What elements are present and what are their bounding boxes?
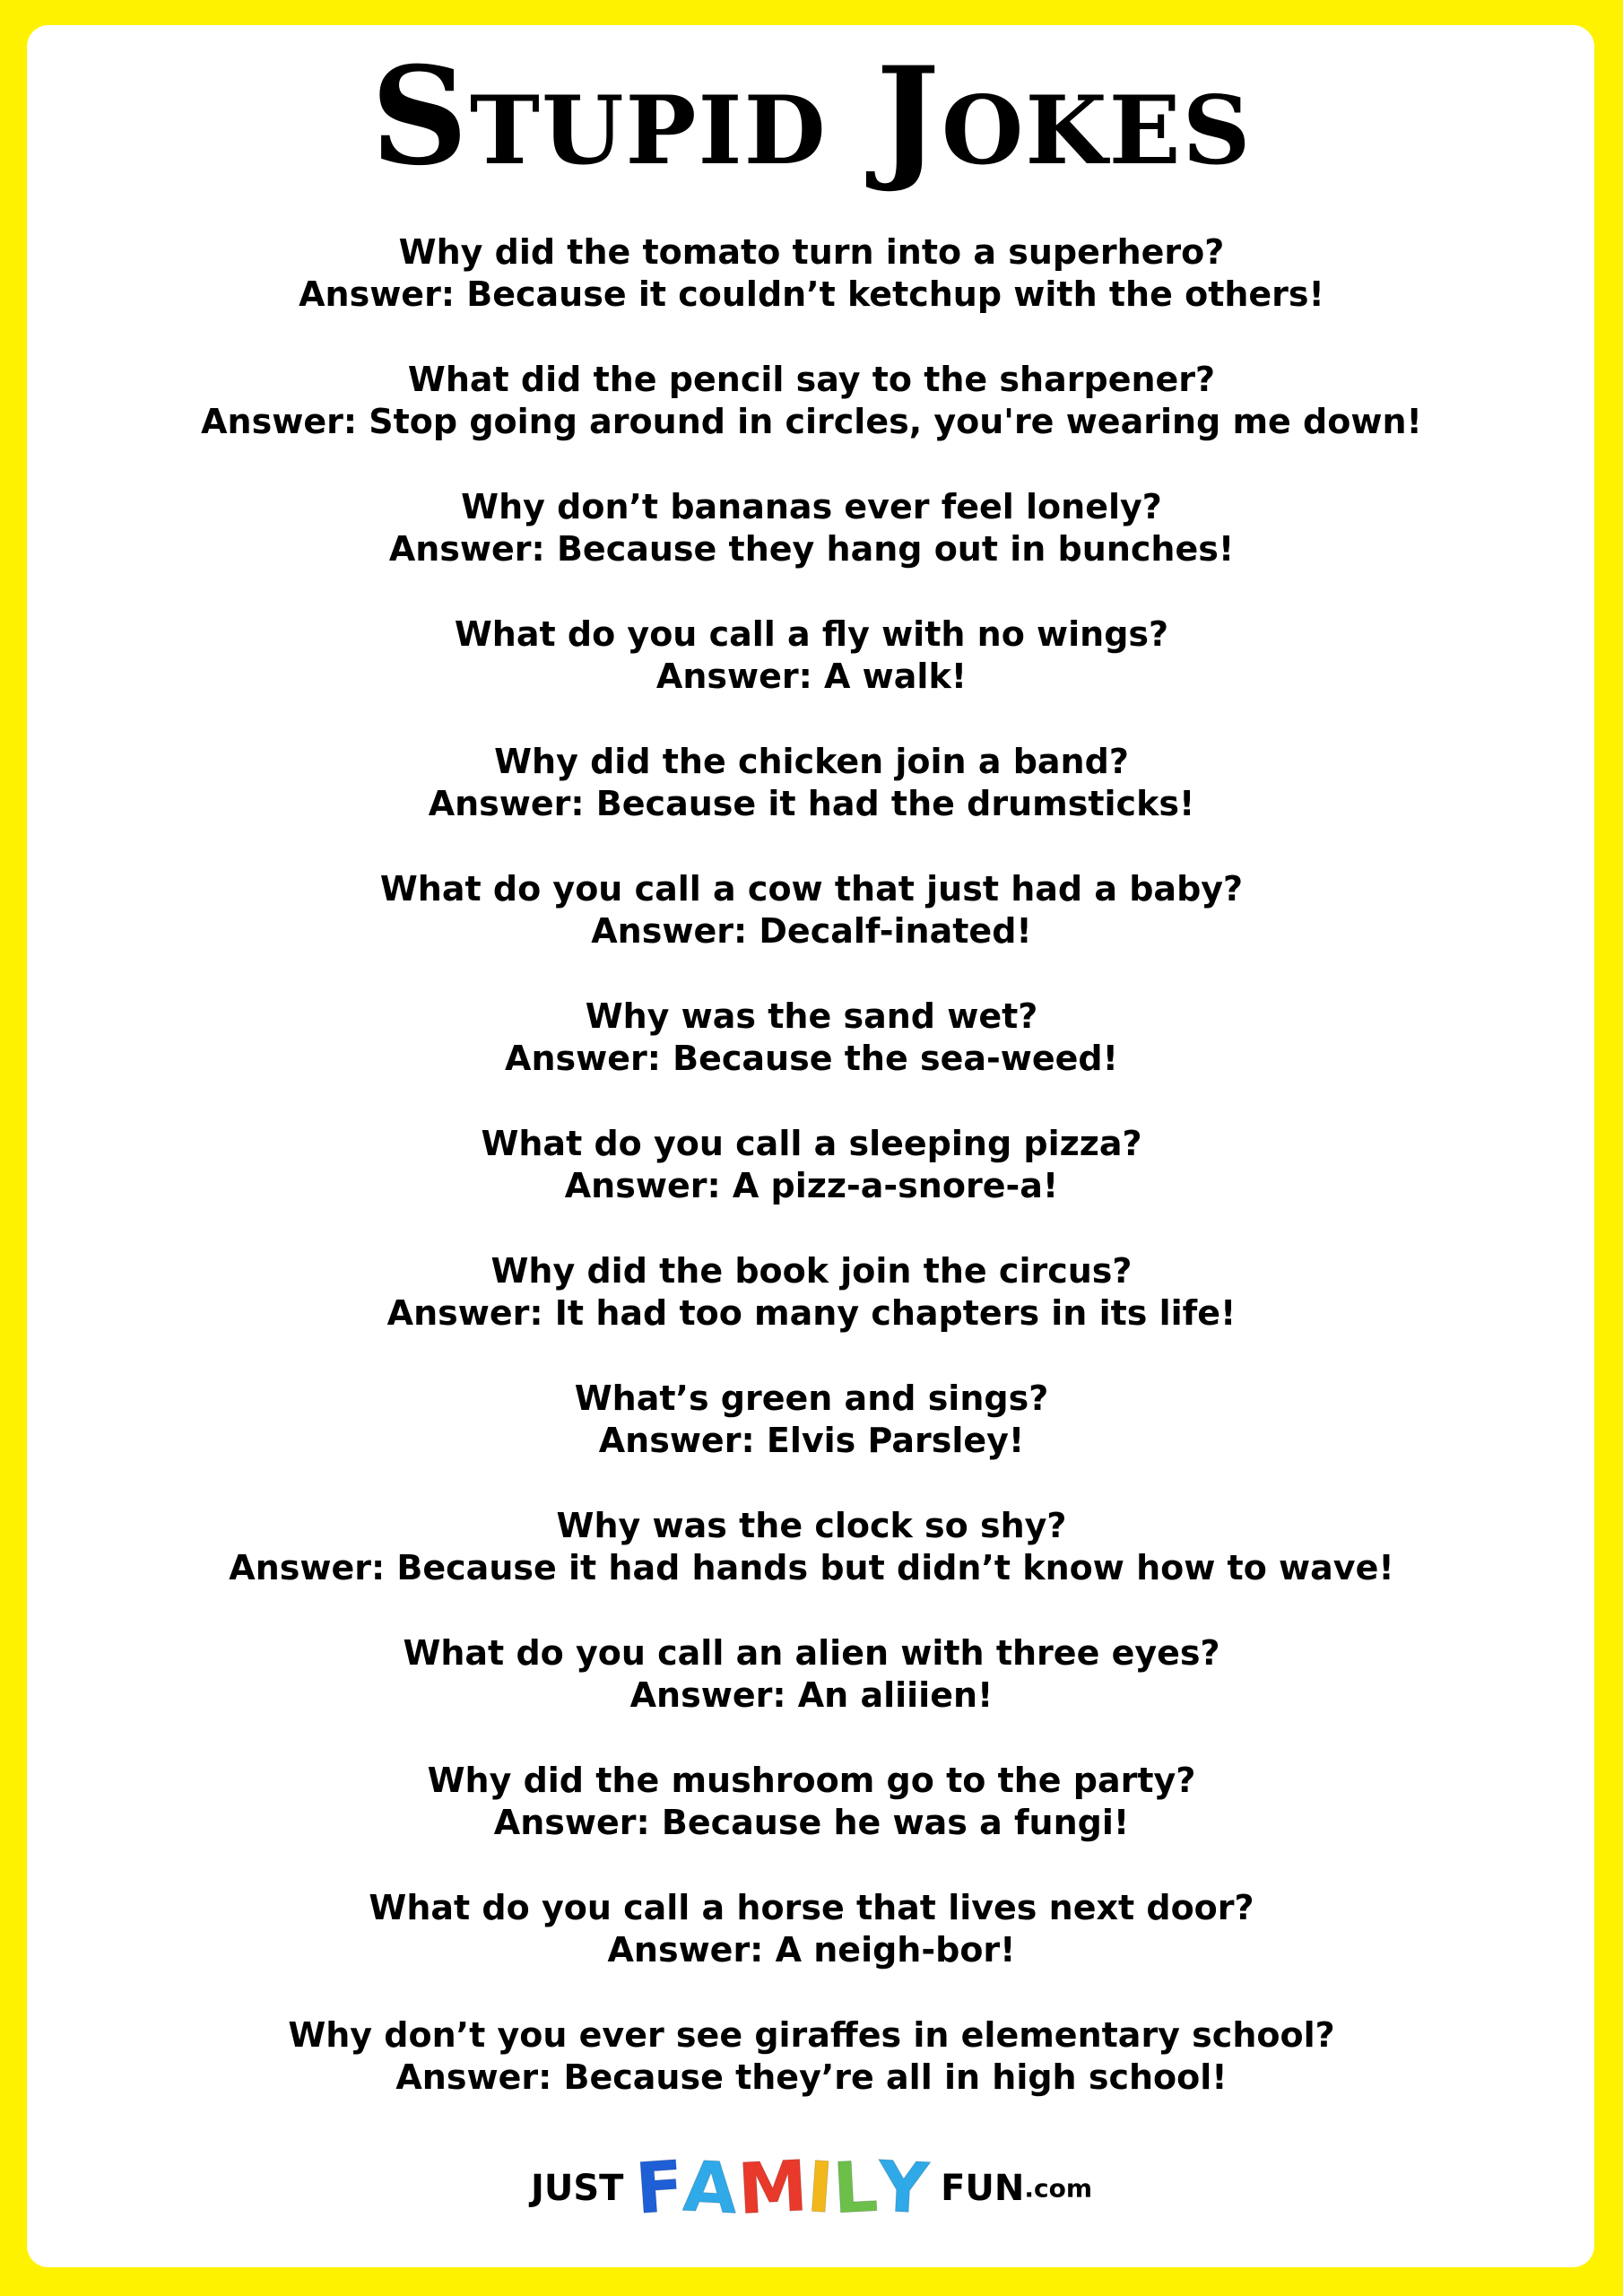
joke-answer: Answer: Because they hang out in bunches! xyxy=(388,529,1235,569)
joke-question: What’s green and sings? xyxy=(574,1378,1049,1418)
joke-answer: Answer: A neigh-bor! xyxy=(607,1930,1016,1970)
joke-item xyxy=(0,1887,1623,2014)
joke-answer: Answer: Because it had hands but didn’t know how to wave! xyxy=(229,1548,1394,1587)
site-logo xyxy=(0,2148,1623,2229)
joke-item xyxy=(0,1378,1623,1505)
joke-answer: Answer: Because he was a fungi! xyxy=(493,1803,1130,1842)
joke-question: Why did the tomato turn into a superhero? xyxy=(398,232,1225,272)
joke-item xyxy=(0,868,1623,996)
logo-letter: I xyxy=(804,2147,837,2230)
joke-question: What do you call a cow that just had a baby? xyxy=(379,869,1244,909)
joke-answer: Answer: It had too many chapters in its life! xyxy=(386,1293,1237,1333)
joke-item xyxy=(0,2014,1623,2142)
logo-letter: A xyxy=(681,2146,740,2231)
joke-question: Why did the mushroom go to the party? xyxy=(427,1761,1196,1800)
joke-item xyxy=(0,1123,1623,1250)
joke-question: What do you call a sleeping pizza? xyxy=(481,1124,1142,1163)
joke-question: What did the pencil say to the sharpener? xyxy=(407,360,1216,399)
joke-item xyxy=(0,613,1623,741)
joke-item xyxy=(0,231,1623,359)
logo-letter: L xyxy=(831,2146,881,2231)
joke-question: Why don’t bananas ever feel lonely? xyxy=(461,487,1162,526)
joke-question: Why don’t you ever see giraffes in elementary school? xyxy=(288,2015,1335,2055)
joke-answer: Answer: Decalf-inated! xyxy=(591,911,1032,951)
logo-fun-text: FUN xyxy=(941,2168,1025,2209)
logo-letter: F xyxy=(632,2146,687,2231)
joke-question: Why did the chicken join a band? xyxy=(494,742,1129,781)
joke-item xyxy=(0,996,1623,1123)
logo-just-text: JUST xyxy=(530,2168,624,2209)
joke-question: Why was the sand wet? xyxy=(585,996,1038,1036)
joke-question: Why did the book join the circus? xyxy=(490,1251,1133,1291)
joke-answer: Answer: Because the sea-weed! xyxy=(505,1039,1118,1078)
logo-letter: Y xyxy=(875,2146,931,2231)
joke-answer: Answer: Elvis Parsley! xyxy=(598,1421,1025,1460)
joke-item xyxy=(0,741,1623,868)
joke-question: What do you call a horse that lives next door? xyxy=(369,1888,1254,1927)
joke-item xyxy=(0,1632,1623,1760)
joke-question: Why was the clock so shy? xyxy=(556,1506,1067,1545)
joke-item xyxy=(0,359,1623,486)
joke-list xyxy=(0,231,1623,2142)
joke-item xyxy=(0,486,1623,613)
joke-answer: Answer: Stop going around in circles, you're wearing me down! xyxy=(201,402,1422,441)
joke-question: What do you call an alien with three eyes? xyxy=(403,1633,1220,1673)
joke-answer: Answer: A pizz-a-snore-a! xyxy=(564,1166,1059,1205)
joke-item xyxy=(0,1760,1623,1887)
joke-item xyxy=(0,1505,1623,1632)
logo-letter: M xyxy=(735,2146,810,2231)
joke-question: What do you call a fly with no wings? xyxy=(454,614,1169,654)
logo-com-text: .com xyxy=(1024,2173,1093,2204)
joke-answer: Answer: Because they’re all in high school! xyxy=(395,2057,1228,2097)
joke-answer: Answer: Because it had the drumsticks! xyxy=(428,784,1195,823)
joke-answer: Answer: An aliiien! xyxy=(629,1675,994,1715)
joke-item xyxy=(0,1250,1623,1378)
logo-family-text xyxy=(632,2146,931,2231)
joke-answer: Answer: A walk! xyxy=(655,657,968,696)
page-title: Stupid Jokes xyxy=(370,38,1253,196)
joke-answer: Answer: Because it couldn’t ketchup with the others! xyxy=(299,274,1324,314)
